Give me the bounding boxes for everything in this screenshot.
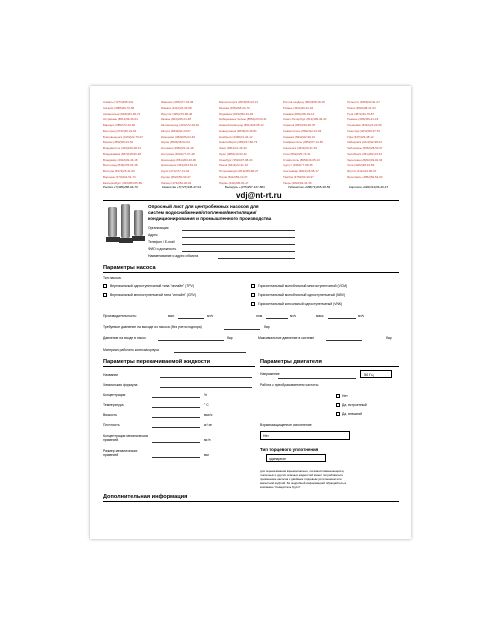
- max-pressure-label: Максимальное давление в системе: [258, 336, 315, 340]
- flow-label: Производительность:: [103, 314, 137, 318]
- vcm-label: Горизонтальный моноблочный многоступенчатый (VCM): [258, 284, 348, 288]
- city-name: Ангарск (3955)60-70-56: [103, 105, 135, 110]
- contact-russia: Россия +7(495)268-04-70: [103, 184, 138, 189]
- converter-builtin-checkbox[interactable]: [336, 403, 340, 407]
- seal-note-line: для перекачивания взрывоопасных, легковоспламеняющихся,: [260, 469, 345, 473]
- city-name: Саратов (845)249-38-78: [283, 123, 316, 127]
- header-divider: [103, 200, 399, 201]
- city-name: Липецк (4742)52-20-81: [161, 180, 192, 185]
- contact-email[interactable]: vdj@nt-rt.ru: [236, 191, 282, 200]
- liquid-field-label: Вязкость: [103, 413, 118, 417]
- nbv-label: Горизонтальный моноблочный одноступенчатый (NBV): [258, 293, 346, 297]
- liquid-field-unit: %: [204, 393, 208, 397]
- city-name: Алматы (7273)495-231: [103, 100, 134, 104]
- city-column: [219, 100, 281, 186]
- city-name: Сургут (3462)77-98-35: [283, 163, 313, 168]
- voltage-field[interactable]: [278, 378, 356, 379]
- converter-no-label: Нет: [342, 394, 348, 398]
- city-name: Брянск (4832)59-03-52: [103, 140, 134, 145]
- city-name: Пенза (8412)22-31-16: [219, 163, 248, 168]
- city-name: Оренбург (3532)37-68-04: [219, 157, 253, 162]
- seal-value: одинарное: [269, 456, 286, 461]
- flow-max-unit: м³/ч: [358, 314, 365, 318]
- city-name: Улан-Удэ (3012)59-97-51: [347, 128, 381, 133]
- liquid-field-input[interactable]: [152, 397, 200, 398]
- inlet-unit: бар: [227, 336, 233, 340]
- address-field[interactable]: [182, 237, 295, 238]
- converter-label: Работа с преобразователем частоты:: [260, 383, 319, 387]
- max-pressure-unit: бар: [386, 336, 392, 340]
- liquid-field-unit: мм²/с: [204, 413, 213, 417]
- city-name: Челябинск (351)202-03-61: [347, 151, 382, 156]
- city-name: Нижний Новгород (831)429-08-12: [219, 123, 264, 127]
- vnk-checkbox[interactable]: [251, 302, 255, 306]
- city-name: Волгоград (844)278-03-48: [103, 163, 138, 168]
- seal-title: Тип торцевого уплотнения: [260, 447, 319, 452]
- city-name: Воронеж (473)204-51-73: [103, 174, 136, 179]
- city-name: Магнитогорск (3519)55-03-13: [219, 100, 258, 104]
- city-name: Москва (495)268-04-70: [219, 105, 250, 110]
- explosion-select[interactable]: [260, 431, 350, 440]
- seal-note: [260, 469, 346, 489]
- head-label: Требуемое давление на выходе из насоса (без учета подпора): [103, 325, 202, 329]
- head-field[interactable]: [224, 329, 260, 330]
- site-address-field[interactable]: [218, 258, 295, 259]
- city-column: [283, 100, 345, 186]
- city-name: Владивосток (423)249-28-31: [103, 146, 141, 150]
- pump-params-title: Параметры насоса: [103, 265, 156, 271]
- engine-params-rule: [260, 366, 399, 367]
- liquid-field-input[interactable]: [152, 442, 200, 443]
- city-name: Сыктывкар (8212)25-95-17: [283, 169, 319, 173]
- form-title-line-1: Опросный лист для центробежных насосов для: [148, 204, 259, 209]
- city-name: Благовещенск (4162)22-76-07: [103, 134, 143, 139]
- city-name: Ноябрьск (3496)41-32-12: [219, 134, 253, 139]
- liquid-field-input[interactable]: [152, 407, 200, 408]
- converter-external-label: Да, внешний: [342, 412, 363, 416]
- city-name: Самара (846)206-03-16: [283, 111, 315, 116]
- city-name: Тверь (4822)63-31-35: [283, 180, 312, 185]
- additional-info-title: Дополнительная информация: [103, 494, 188, 500]
- explosion-label: Взрывозащищенное исполнение: [260, 423, 312, 427]
- city-name: Смоленск (4812)29-41-54: [283, 146, 317, 150]
- city-name: Набережные Челны (8552)20-53-41: [219, 117, 267, 122]
- liquid-field-label: Плотность: [103, 423, 120, 427]
- city-name: Хабаровск (4212)92-98-04: [347, 140, 382, 145]
- questionnaire-page: [90, 86, 411, 539]
- city-name: Тюмень (3452)66-21-18: [347, 117, 379, 122]
- city-name: Кемерово (3842)65-04-62: [161, 134, 195, 139]
- address-label: Адрес: [148, 233, 158, 237]
- form-title-line-3: кондиционирования и промышленного производства: [148, 216, 272, 221]
- max-pressure-field[interactable]: [326, 340, 362, 341]
- seal-note-line: токсичных и других опасных жидкостей может потребоваться: [260, 473, 343, 477]
- city-name: Рязань (4912)46-61-64: [283, 105, 314, 110]
- city-name: Саранск (8342)22-96-24: [283, 134, 315, 139]
- city-column: [161, 100, 223, 186]
- city-name: Владикавказ (8672)28-90-48: [103, 151, 141, 156]
- city-name: Кострома (4942)77-07-48: [161, 151, 195, 156]
- liquid-field-unit: мм: [204, 453, 209, 457]
- city-name: Пермь (342)205-81-47: [219, 180, 249, 185]
- flow-nom-field[interactable]: [266, 318, 288, 319]
- site-address-label: Наименование и адрес объекта: [148, 254, 199, 258]
- city-name: Курган (3522)50-90-47: [161, 174, 191, 179]
- city-name: Краснодар (861)203-40-90: [161, 157, 197, 162]
- city-name: Ярославль (4852)69-52-93: [347, 174, 383, 179]
- city-contact: [347, 175, 409, 181]
- vcm-checkbox[interactable]: [251, 284, 255, 288]
- liquid-field-label: Температура: [103, 403, 124, 407]
- org-label: Организация: [148, 226, 169, 230]
- city-name: Орел (4862)44-53-42: [219, 151, 247, 156]
- flow-nom-unit: м³/ч: [290, 314, 297, 318]
- voltage-label: Напряжение: [260, 372, 280, 376]
- liquid-field-label: Размер механических примесей: [103, 449, 138, 457]
- city-name: Псков (8112)59-10-37: [219, 174, 248, 179]
- city-name: Санкт-Петербург (812)309-46-40: [283, 117, 327, 122]
- engine-params-title: Параметры двигателя: [260, 359, 322, 365]
- city-name: Тольятти (8482)63-91-07: [347, 100, 380, 104]
- city-name: Омск (3812)21-46-40: [219, 146, 247, 150]
- liquid-field-unit: кг/ м³: [204, 423, 213, 427]
- city-column: [347, 100, 409, 181]
- seal-note-line: магнитной муфтой. За подробной информацией обращайтесь в: [260, 481, 347, 485]
- city-name: Ижевск (3412)26-03-58: [161, 105, 192, 110]
- city-name: Симферополь (3652)67-13-56: [283, 140, 323, 145]
- city-name: Мурманск (8152)59-64-93: [219, 111, 254, 116]
- converter-builtin-label: Да, встроенный: [342, 403, 367, 407]
- inlet-field[interactable]: [158, 340, 224, 341]
- city-name: Курск (4712)77-13-04: [161, 169, 190, 173]
- material-field[interactable]: [174, 352, 246, 353]
- tpv-checkbox[interactable]: [103, 284, 107, 288]
- city-name: Красноярск (391)204-63-61: [161, 163, 198, 168]
- city-name: Чита (3022)38-34-83: [347, 163, 375, 168]
- flow-max-field[interactable]: [328, 318, 356, 319]
- crv-checkbox[interactable]: [103, 293, 107, 297]
- pump-illustration: [106, 204, 146, 246]
- city-name: Уфа (347)229-48-12: [347, 134, 374, 139]
- city-contacts: [103, 100, 403, 185]
- city-name: Севастополь (8692)22-31-93: [283, 128, 322, 133]
- city-name: Петрозаводск (8142)55-98-37: [219, 169, 259, 173]
- voltage-value: 50 Гц: [364, 372, 374, 377]
- pump-params-rule: [103, 272, 399, 273]
- liquid-field-input[interactable]: [160, 377, 252, 378]
- tpv-label: Вертикальный одноступенчатый типа "инлайн" (TPV): [110, 284, 194, 288]
- city-name: Череповец (8202)49-02-64: [347, 157, 383, 162]
- city-name: Калининград (4012)72-03-81: [161, 123, 200, 127]
- liquid-field-label: Название: [103, 373, 119, 377]
- city-name: Иркутск (395)279-98-46: [161, 111, 193, 116]
- city-name: Ставрополь (8652)20-65-13: [283, 157, 320, 162]
- liquid-field-unit: мг/л: [204, 438, 211, 442]
- liquid-field-input[interactable]: [152, 427, 200, 428]
- city-name: Тамбов (4752)50-40-97: [283, 174, 314, 179]
- flow-min-label: мин.: [168, 314, 176, 318]
- flow-min-field[interactable]: [178, 318, 204, 319]
- city-name: Новокузнецк (3843)20-46-81: [219, 128, 257, 133]
- contact-person-label: ФИО и должность: [148, 247, 177, 251]
- voltage-select[interactable]: [360, 370, 392, 378]
- city-name: Чебоксары (8352)28-53-07: [347, 146, 383, 150]
- phone-email-field[interactable]: [182, 244, 295, 245]
- city-name: Ульяновск (8422)24-23-59: [347, 123, 382, 127]
- additional-info-rule: [103, 501, 399, 502]
- seal-note-line: применение насосов с двойным торцевым уплотнением или: [260, 477, 342, 481]
- contact-kyrgyzstan: Киргизия +996(312)96-26-47: [349, 184, 389, 189]
- city-name: Тула (4872)33-79-87: [347, 111, 375, 116]
- material-label: Материал рабочего колеса/корпуса: [103, 348, 159, 352]
- city-name: Ростов-на-Дону (863)308-18-15: [283, 100, 325, 104]
- city-column: [103, 100, 165, 186]
- city-name: Якутск (4112)23-90-97: [347, 169, 377, 173]
- contact-uzbekistan: Узбекистан +998(71)205-18-59: [288, 184, 331, 189]
- converter-external-checkbox[interactable]: [336, 412, 340, 416]
- city-name: Барнаул (3852)73-04-60: [103, 123, 136, 127]
- city-name: Астрахань (8512)99-46-04: [103, 117, 138, 122]
- pump-type-label: Тип насоса:: [103, 276, 122, 280]
- city-name: Вологда (8172)26-41-59: [103, 169, 135, 173]
- nbv-checkbox[interactable]: [251, 293, 255, 297]
- city-name: Владимир (4922)49-43-18: [103, 157, 138, 162]
- flow-min-unit: м³/ч: [207, 314, 214, 318]
- head-unit: бар: [264, 325, 270, 329]
- city-name: Екатеринбург (343)384-55-89: [103, 180, 142, 185]
- liquid-field-input[interactable]: [152, 417, 200, 418]
- contact-kazakhstan: Казахстан +7(727)345-47-04: [162, 184, 201, 189]
- inlet-label: Давление на входе в насос: [103, 336, 146, 340]
- vnk-label: Горизонтальный консольный одноступенчатый (VNK): [258, 302, 343, 306]
- city-name: Архангельск (8182)63-90-72: [103, 111, 141, 116]
- form-title-line-2: систем водоснабжения/отопления/вентиляции/: [148, 210, 257, 215]
- org-field[interactable]: [182, 230, 295, 231]
- contact-person-field[interactable]: [182, 251, 295, 252]
- city-name: Коломна (4966)23-41-49: [161, 146, 194, 150]
- liquid-field-input[interactable]: [160, 387, 252, 388]
- converter-no-checkbox[interactable]: [336, 394, 340, 398]
- liquid-field-label: Концентрация: [103, 393, 126, 397]
- city-name: Сочи (862)225-72-31: [283, 151, 311, 156]
- explosion-value: Нет: [263, 434, 269, 438]
- liquid-field-label: Химическая формула: [103, 383, 138, 387]
- phone-email-label: Телефон / E-mail: [148, 240, 175, 244]
- city-name: Новосибирск (383)227-86-73: [219, 140, 258, 145]
- seal-note-line: компанию "Северсталь Групп": [260, 485, 301, 489]
- liquid-params-rule: [103, 366, 255, 367]
- flow-nom-label: ном.: [256, 314, 264, 318]
- city-name: Киров (8332)68-02-04: [161, 140, 190, 145]
- liquid-field-label: Концентрация механических примесей: [103, 434, 149, 442]
- city-name: Белгород (4722)40-23-64: [103, 128, 137, 133]
- seal-select[interactable]: [266, 454, 326, 462]
- crv-label: Вертикальный многоступенчатый типа "инлайн" (CRV): [110, 293, 197, 297]
- liquid-field-input[interactable]: [152, 457, 200, 458]
- city-name: Томск (3822)98-41-53: [347, 105, 376, 110]
- city-name: Иваново (4932)77-34-06: [161, 100, 194, 104]
- city-name: Казань (843)206-01-48: [161, 117, 192, 122]
- liquid-field-unit: ° С: [204, 403, 209, 407]
- liquid-params-title: Параметры перекачиваемой жидкости: [103, 359, 211, 365]
- city-name: Калуга (4842)92-23-67: [161, 128, 191, 133]
- contact-belarus: Беларусь +(375)257-127-884: [225, 184, 265, 189]
- flow-max-label: макс.: [316, 314, 325, 318]
